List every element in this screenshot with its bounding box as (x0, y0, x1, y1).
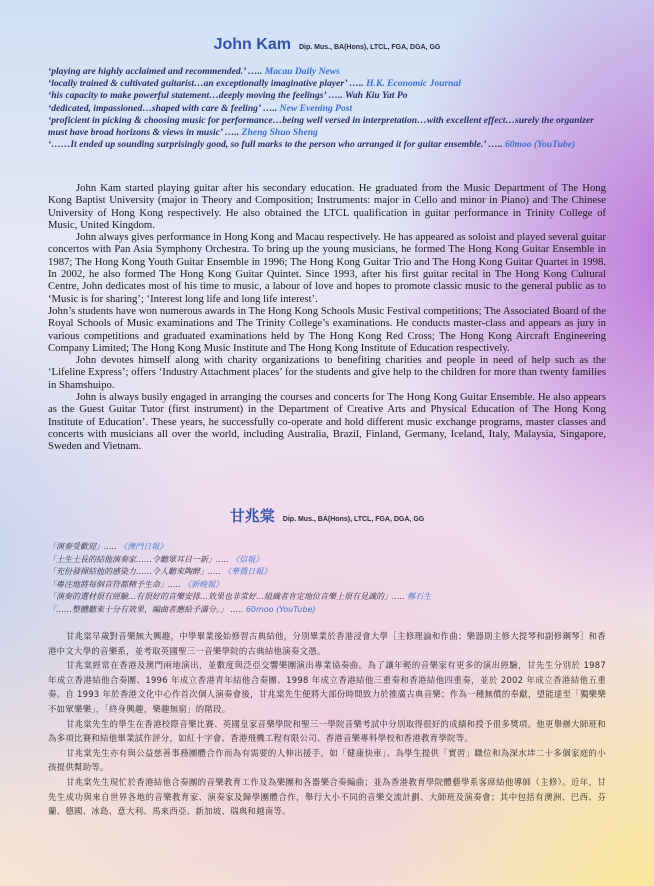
press-quote (48, 579, 608, 592)
chinese-name-title: 甘兆棠 (229, 507, 275, 525)
press-quote (48, 566, 608, 579)
press-quote (48, 604, 608, 617)
press-quote (48, 591, 608, 604)
quote-source: Zheng Shuo Sheng (241, 127, 318, 139)
english-name-title: John Kam (213, 36, 291, 53)
quote-text: ‘locally trained & cultivated guitarist…an exceptionally imaginative player’ ….. (48, 78, 364, 90)
quote-text: 「演奏受歡迎」..... (48, 542, 117, 551)
biography-paragraph: 甘兆棠先生的學生在香港校際音樂比賽、英國皇家音樂學院和聖三一學院音樂考試中分別取得很好的成績和授予很多獎項。他更舉辦大師班和為多項比賽和結他畢業試作評分，如紅十字會、香港飛機工程有限公司、香港音樂專科學校和香港教育學院等。 (48, 718, 606, 744)
quote-text: 「演奏的選材很有經驗…有很好的音樂安排…效果也非常好…組織者肯定地位音樂上很有見識的」..... (48, 592, 405, 602)
chinese-press-quotes (48, 541, 608, 617)
english-press-quotes (48, 66, 608, 151)
biography-paragraph: John Kam started playing guitar after his secondary education. He graduated from the Music Department of The Hong Kong Baptist University (major in Theory and Composition; Instruments: major in Cello and minor in Piano) and The Chinese University of Hong Kong respectively. He also obtained the LTCL qualification in guitar performance in Trinity College of Music, United Kingdom. (48, 182, 606, 231)
quote-source: 鄭石生 (407, 592, 432, 602)
quote-text: 「專注地將每個音符都精予生命」..... (48, 579, 181, 589)
quote-source: 60moo (YouTube) (245, 604, 316, 614)
quote-source: 60moo (YouTube) (504, 139, 576, 151)
quote-text: 「……整體聽來十分有效果，編曲者應給予滿分。」 ..... (48, 604, 244, 614)
english-credentials: Dip. Mus., BA(Hons), LTCL, FGA, DGA, GG (298, 44, 441, 51)
biography-paragraph: 甘兆棠先生現忙於香港結他合奏團的音樂教育工作及為樂團和各器樂合奏編曲；並為香港教育學院體藝學系客席結他導師（主修）。近年，甘先生成功與來自世界各地的音樂教育家、演奏家及歸學團體合作，舉行大小不同的音樂交流計劃、大師班及演奏會；其中包括有澳洲、巴西、芬蘭、德國、冰島、意大利、馬來西亞、新加坡、瑞典和越南等。 (48, 776, 606, 817)
press-quote (48, 541, 608, 554)
quote-text: ‘his capacity to make powerful statement…deeply moving the feelings’ ….. Wah Kiu Yat Po (48, 90, 408, 102)
press-quote (48, 90, 608, 102)
chinese-credentials: Dip. Mus., BA(Hons), LTCL, FGA, DGA, GG (282, 516, 425, 523)
quote-source: 《澳門日報》 (119, 542, 168, 551)
quote-source: 《華僑日報》 (223, 567, 272, 577)
biography-paragraph: 甘兆棠經常在香港及澳門兩地演出，並數度與泛亞交響樂團演出專業協奏曲。為了讓年輕的音樂家有更多的演出經驗，甘先生分別於 1987 年成立香港結他合奏團、1996 年成立香港青年結他合奏團、1998 年成立香港結他三重奏和香港結他四重奏，並於 2002 年成立香港結他五重奏。自 1993 年於香港文化中心作首次個人演奏會後，甘兆棠先生便將大部份時間致力於推廣古典音樂；作為一種無償的奉獻，望能達至「獨樂樂不如眾樂樂」，「終身興趣，樂趣無窮」的階段。 (48, 660, 606, 714)
quote-source: 《信報》 (231, 554, 264, 564)
quote-text: ‘dedicated, impassioned…shaped with care & feeling’ ….. (48, 102, 278, 114)
chinese-biography (48, 629, 606, 819)
press-quote (48, 103, 608, 115)
quote-source: New Evening Post (279, 102, 353, 114)
biography-paragraph: John is always busily engaged in arranging the courses and concerts for The Hong Kong Guitar Ensemble. He also appears as the Guest Guitar Tutor (first instrument) in the Department of Creative Arts and Physical Education of The Hong Kong Institute of Education’. These years, he successfully co-operate and hold different music exchange programs, master classes and concerts with musicians all over the world, including Australia, Brazil, Finland, Germany, Iceland, Italy, Malaysia, Singapore, Sweden and Vietnam. (48, 391, 606, 453)
press-quote (48, 115, 608, 139)
quote-text: ‘playing are highly acclaimed and recommended.’ ….. (48, 66, 263, 77)
press-quote (48, 66, 608, 78)
quote-source: H.K. Economic Journal (366, 78, 461, 90)
biography-paragraph: John’s students have won numerous awards in The Hong Kong Schools Music Festival competitions; The Associated Board of the Royal Schools of Music examinations and The Trinity College’s examinations. He conducts master-class and appears as jury in various competitions and graduated examinations held by The Hong Kong Red Cross; The Hong Kong Aircraft Engineering Company Limited; The Hong Kong Music Institute and The Hong Kong Institute of Education respectively. (48, 304, 606, 354)
quote-text: 「土生土長的結他演奏家……令聽眾耳目一新」..... (48, 554, 229, 564)
quote-text: ‘……It ended up sounding surprisingly good, so full marks to the person who arranged it for guitar ensemble.’ ….. (48, 139, 503, 151)
quote-text: ‘proficient in picking & choosing music for performance…being well versed in interpretation…with excellent effect…surely the organizer must have broad horizons & views in music’ ….. (48, 114, 594, 139)
english-heading (0, 36, 654, 54)
biography-paragraph: John devotes himself along with charity organizations to benefiting charities and people in need of help such as the ‘Lifeline Express’; offers ‘Industry Attachment places’ for the students and give help to the children for more than twenty families in Shamshuipo. (48, 354, 606, 391)
quote-source: 《新晚報》 (183, 579, 224, 589)
biography-paragraph: 甘兆棠先生亦有與公益慈善事務團體合作而為有需要的人伸出援手，如「健康快車」、為學生提供「實習」職位和為深水埗二十多個家庭的小孩提供幫助等。 (48, 747, 606, 773)
biography-paragraph: 甘兆棠早歲對音樂無大興趣，中學畢業後始修習古典結他，分別畢業於香港浸會大學［主修理論和作曲；樂器則主修大提琴和副修鋼琴］和香港中文大學的音樂系，並考取英國聖三一音樂學院的古典結他演奏文憑。 (48, 631, 606, 656)
press-quote (48, 139, 608, 151)
press-quote (48, 554, 608, 567)
biography-paragraph: John always gives performance in Hong Kong and Macau respectively. He has appeared as soloist and played several guitar concertos with Pan Asia Symphony Orchestra. To bring up the young musicians, he formed The Hong Kong Guitar Ensemble in 1987; The Hong Kong Youth Guitar Ensemble in 1996; The Hong Kong Guitar Trio and The Hong Kong Guitar Quartet in 1998. In 2002, he also formed The Hong Kong Guitar Quintet. Since 1993, after his first guitar recital in The Hong Kong Cultural Centre, John dedicates most of his time to music, a labour of love and hopes to promote classic music to the general public as to ‘Music is for sharing’; ‘Interest long life and long life interest’. (48, 231, 606, 305)
quote-text: 「充份發揮結他的感染力……令人聽來陶醉」..... (48, 567, 221, 577)
quote-source: Macau Daily News (264, 66, 340, 77)
press-quote (48, 78, 608, 90)
chinese-heading (0, 505, 654, 526)
english-biography (48, 182, 606, 453)
